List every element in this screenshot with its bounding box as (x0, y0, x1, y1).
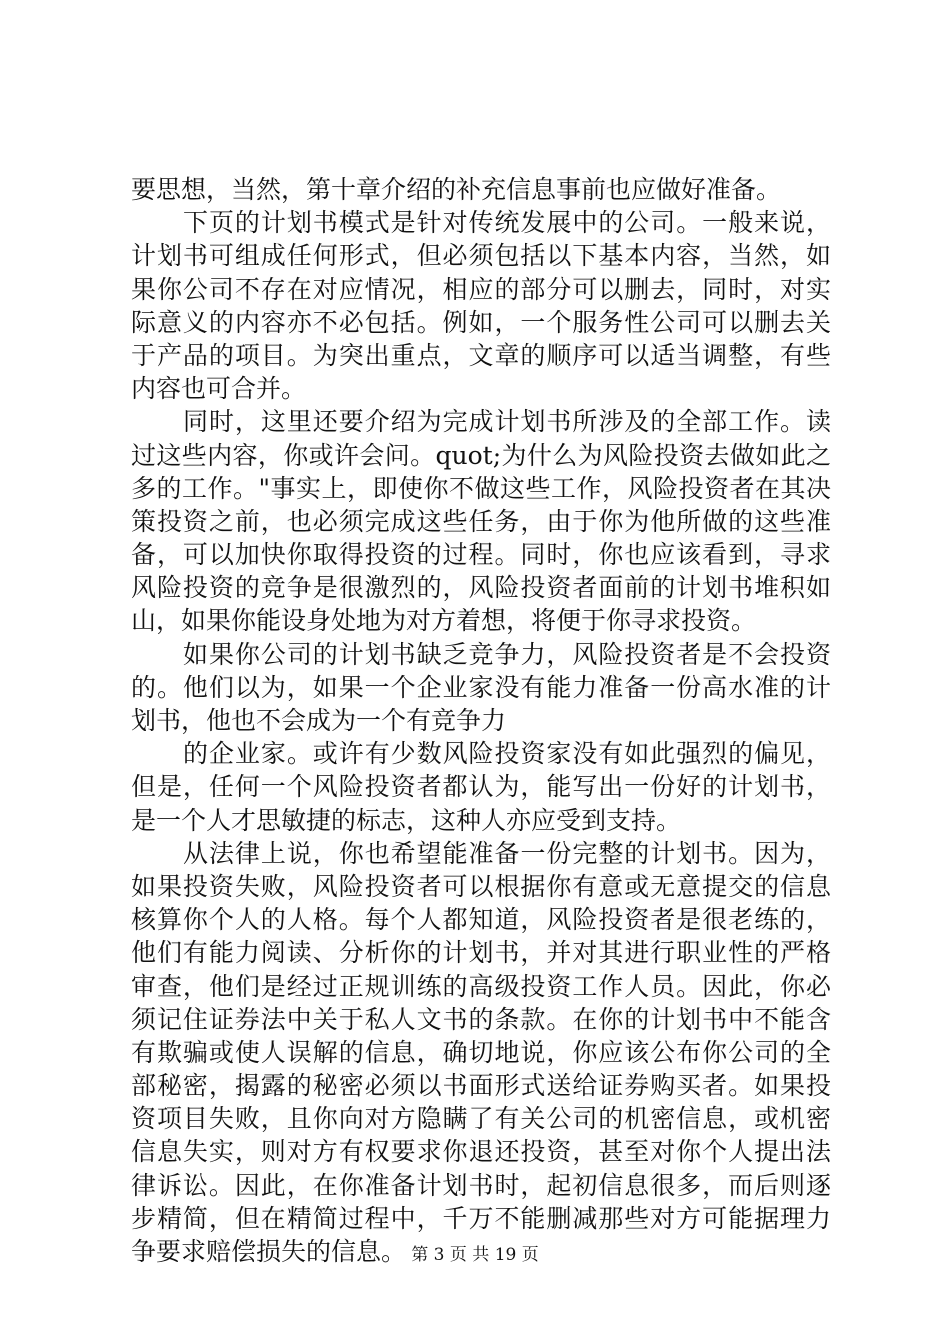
text-line: 有欺骗或使人误解的信息，确切地说，你应该公布你公司的全 (131, 1037, 831, 1067)
text-line: 审查，他们是经过正规训练的高级投资工作人员。因此，你必 (131, 971, 831, 1001)
text-line: 如果你公司的计划书缺乏竞争力，风险投资者是不会投资 (183, 639, 831, 669)
text-line: 要思想，当然，第十章介绍的补充信息事前也应做好准备。 (131, 175, 782, 204)
text-line: 须记住证券法中关于私人文书的条款。在你的计划书中不能含 (131, 1004, 831, 1034)
text-line: 策投资之前，也必须完成这些任务，由于你为他所做的这些准 (131, 506, 831, 536)
text-line: 风险投资的竞争是很激烈的，风险投资者面前的计划书堆积如 (131, 573, 831, 603)
text-line: 的企业家。或许有少数风险投资家没有如此强烈的偏见， (183, 739, 831, 769)
text-line: 过这些内容，你或许会问。quot;为什么为风险投资去做如此之 (131, 440, 831, 470)
text-line: 但是，任何一个风险投资者都认为，能写出一份好的计划书， (131, 772, 831, 802)
text-line: 信息失实，则对方有权要求你退还投资，甚至对你个人提出法 (131, 1137, 831, 1167)
text-line: 核算你个人的人格。每个人都知道，风险投资者是很老练的， (131, 905, 831, 935)
text-line: 如果投资失败，风险投资者可以根据你有意或无意提交的信息 (131, 871, 831, 901)
text-line: 是一个人才思敏捷的标志，这种人亦应受到支持。 (131, 805, 682, 835)
document-body (131, 173, 831, 1268)
text-line: 资项目失败，且你向对方隐瞒了有关公司的机密信息，或机密 (131, 1104, 831, 1134)
text-line: 争要求赔偿损失的信息。 (131, 1237, 407, 1266)
text-line: 际意义的内容亦不必包括。例如，一个服务性公司可以删去关 (131, 307, 831, 337)
text-line: 划书，他也不会成为一个有竞争力 (131, 706, 507, 735)
text-line: 果你公司不存在对应情况，相应的部分可以删去，同时，对实 (131, 274, 831, 304)
text-line: 部秘密，揭露的秘密必须以书面形式送给证券购买者。如果投 (131, 1071, 831, 1101)
text-line: 下页的计划书模式是针对传统发展中的公司。一般来说， (183, 208, 831, 238)
text-line: 的。他们以为，如果一个企业家没有能力准备一份高水准的计 (131, 672, 831, 702)
text-line: 计划书可组成任何形式，但必须包括以下基本内容，当然，如 (131, 241, 831, 271)
text-line: 内容也可合并。 (131, 374, 307, 404)
text-line: 步精简，但在精简过程中，千万不能删减那些对方可能据理力 (131, 1203, 831, 1233)
text-line: 同时，这里还要介绍为完成计划书所涉及的全部工作。读 (183, 407, 831, 437)
page-footer: 第 3 页 共 19 页 (411, 1245, 539, 1265)
text-line: 备，可以加快你取得投资的过程。同时，你也应该看到，寻求 (131, 540, 831, 570)
text-line: 律诉讼。因此，在你准备计划书时，起初信息很多，而后则逐 (131, 1170, 831, 1200)
text-line: 山，如果你能设身处地为对方着想，将便于你寻求投资。 (131, 606, 757, 636)
text-line: 他们有能力阅读、分析你的计划书，并对其进行职业性的严格 (131, 938, 831, 968)
text-line: 于产品的项目。为突出重点，文章的顺序可以适当调整，有些 (131, 340, 831, 370)
text-line: 多的工作。"事实上，即使你不做这些工作，风险投资者在其决 (131, 473, 831, 503)
text-line: 从法律上说，你也希望能准备一份完整的计划书。因为， (183, 838, 831, 868)
